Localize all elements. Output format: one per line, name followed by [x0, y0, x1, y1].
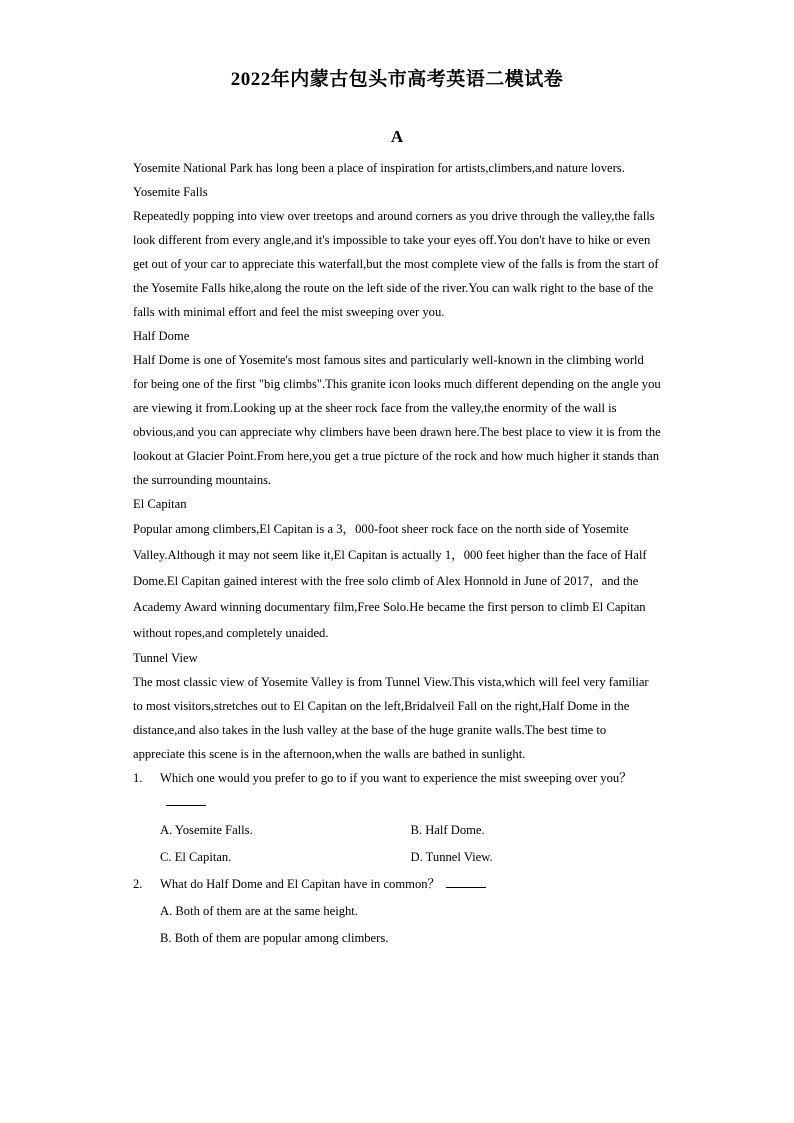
option-a[interactable]: A. Both of them are at the same height.: [160, 904, 358, 918]
passage-content: [133, 156, 661, 952]
option-a[interactable]: A. Yosemite Falls.: [160, 823, 253, 837]
paragraph-half-dome: Half Dome is one of Yosemite's most famous sites and particularly well-known in the climbing world for being one of the first "big climbs".This granite icon looks much different depending on the angle you are viewing it from.Looking up at the sheer rock face from the valley,the enormity of the wall is obvious,and you can appreciate why climbers have been drawn here.The best place to view it is from the lookout at Glacier Point.From here,you get a true picture of the rock and how much higher it stands than the surrounding mountains.: [133, 353, 661, 487]
question-1-options-row-1: [133, 817, 661, 844]
option-c[interactable]: C. El Capitan.: [160, 850, 232, 864]
question-number: 1.: [133, 771, 143, 785]
paragraph-tunnel-view: The most classic view of Yosemite Valley is from Tunnel View.This vista,which will feel very familiar to most visitors,stretches out to El Capitan on the left,Bridalveil Fall on the right,Half Dome in the distance,and also takes in the lush valley at the base of the huge granite walls.The best time to appreciate this scene is in the afternoon,when the walls are bathed in sunlight.: [133, 675, 649, 761]
answer-blank[interactable]: [446, 875, 486, 888]
option-b[interactable]: B. Half Dome.: [410, 823, 485, 837]
question-1: [133, 766, 661, 814]
page-title: 2022年内蒙古包头市高考英语二模试卷: [230, 69, 564, 90]
section-heading: A: [390, 127, 404, 146]
section-heading-tunnel-view: Tunnel View: [133, 651, 198, 665]
paragraph-yosemite-falls: Repeatedly popping into view over treetops and around corners as you drive through the valley,the falls look different from every angle,and it's impossible to take your eyes off.You don't have to hike or even get out of your car to appreciate this waterfall,but the most complete view of the falls is from the start of the Yosemite Falls hike,along the route on the left side of the river.You can walk right to the base of the falls with minimal effort and feel the mist sweeping over you.: [133, 209, 659, 319]
option-b[interactable]: B. Both of them are popular among climbers.: [160, 931, 389, 945]
intro-paragraph: Yosemite National Park has long been a place of inspiration for artists,climbers,and nature lovers.: [133, 161, 625, 175]
section-heading-el-capitan: El Capitan: [133, 497, 187, 511]
option-d[interactable]: D. Tunnel View.: [410, 850, 493, 864]
answer-blank[interactable]: [166, 793, 206, 806]
paragraph-el-capitan: Popular among climbers,El Capitan is a 3，000-foot sheer rock face on the north side of Yosemite Valley.Although it may not seem like it,El Capitan is actually 1，000 feet higher than the face of Half Dome.El Capitan gained interest with the free solo climb of Alex Honnold in June of 2017，and the Academy Award winning documentary film,Free Solo.He became the first person to climb El Capitan without ropes,and completely unaided.: [133, 522, 647, 640]
section-heading-half-dome: Half Dome: [133, 329, 190, 343]
question-2: [133, 871, 661, 898]
section-heading-yosemite-falls: Yosemite Falls: [133, 185, 208, 199]
question-text: Which one would you prefer to go to if you want to experience the mist sweeping over you？: [160, 771, 632, 785]
question-text: What do Half Dome and El Capitan have in common？: [160, 877, 441, 891]
question-number: 2.: [133, 877, 143, 891]
question-1-options-row-2: [133, 844, 661, 871]
